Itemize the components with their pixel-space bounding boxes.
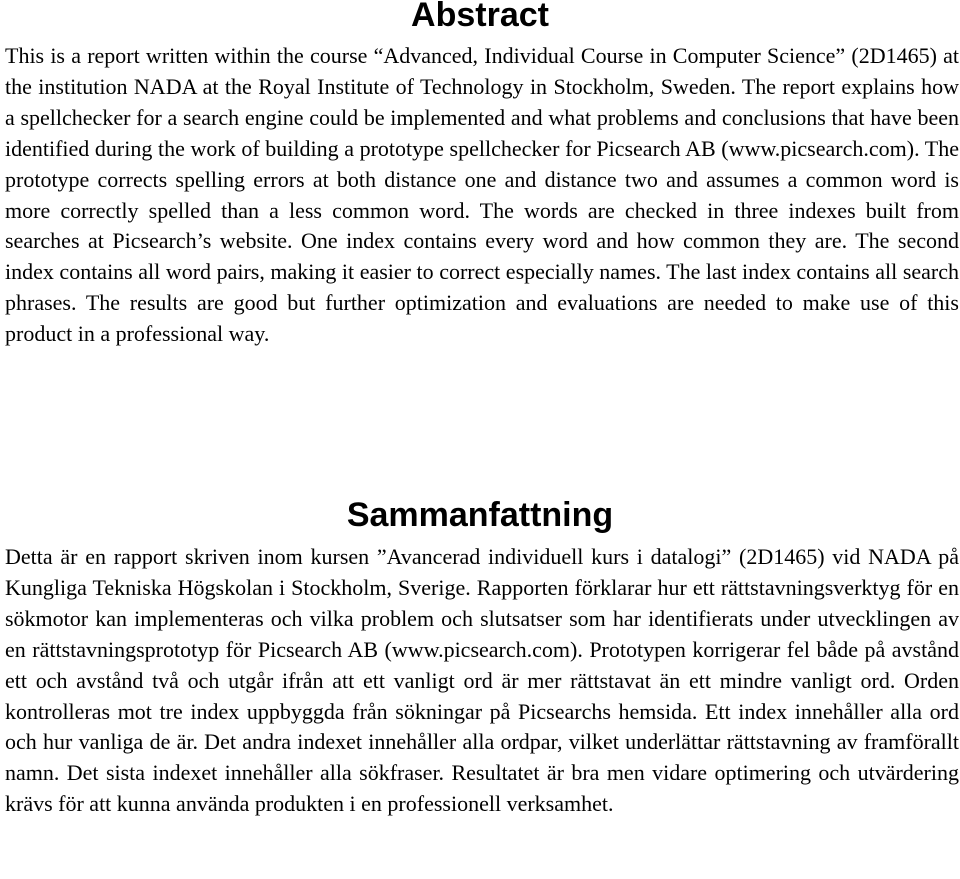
sammanfattning-heading: Sammanfattning (346, 496, 614, 534)
abstract-heading: Abstract (411, 0, 549, 34)
sammanfattning-paragraph: Detta är en rapport skriven inom kursen ”Avancerad individuell kurs i datalogi” (2D1465) vid NADA på Kungliga Tekniska Högskolan i Stockholm, Sverige. Rapporten förklarar hur ett rättstavningsverktyg för en sökmotor kan implementeras och vilka problem och slutsatser som har identifierats under utvecklingen av en rättstavningsprototyp för Picsearch AB (www.picsearch.com). Prototypen korrigerar fel både på avstånd ett och avstånd två och utgår ifrån att ett vanligt ord är mer rättstavat än ett mindre vanligt ord. Orden kontrolleras mot tre index uppbyggda från sökningar på Picsearchs hemsida. Ett index innehåller alla ord och hur vanliga de är. Det andra indexet innehåller alla ordpar, vilket underlättar rättstavning av framförallt namn. Det sista indexet innehåller alla sökfraser. Resultatet är bra men vidare optimering och utvärdering krävs för att kunna använda produkten i en professionell verksamhet. (5, 544, 959, 817)
abstract-paragraph: This is a report written within the course “Advanced, Individual Course in Computer Science” (2D1465) at the institution NADA at the Royal Institute of Technology in Stockholm, Sweden. The report explains how a spellchecker for a search engine could be implemented and what problems and conclusions that have been identified during the work of building a prototype spellchecker for Picsearch AB (www.picsearch.com). The prototype corrects spelling errors at both distance one and distance two and assumes a common word is more correctly spelled than a less common word. The words are checked in three indexes built from searches at Picsearch’s website. One index contains every word and how common they are. The second index contains all word pairs, making it easier to correct especially names. The last index contains all search phrases. The results are good but further optimization and evaluations are needed to make use of this product in a professional way. (5, 43, 959, 347)
